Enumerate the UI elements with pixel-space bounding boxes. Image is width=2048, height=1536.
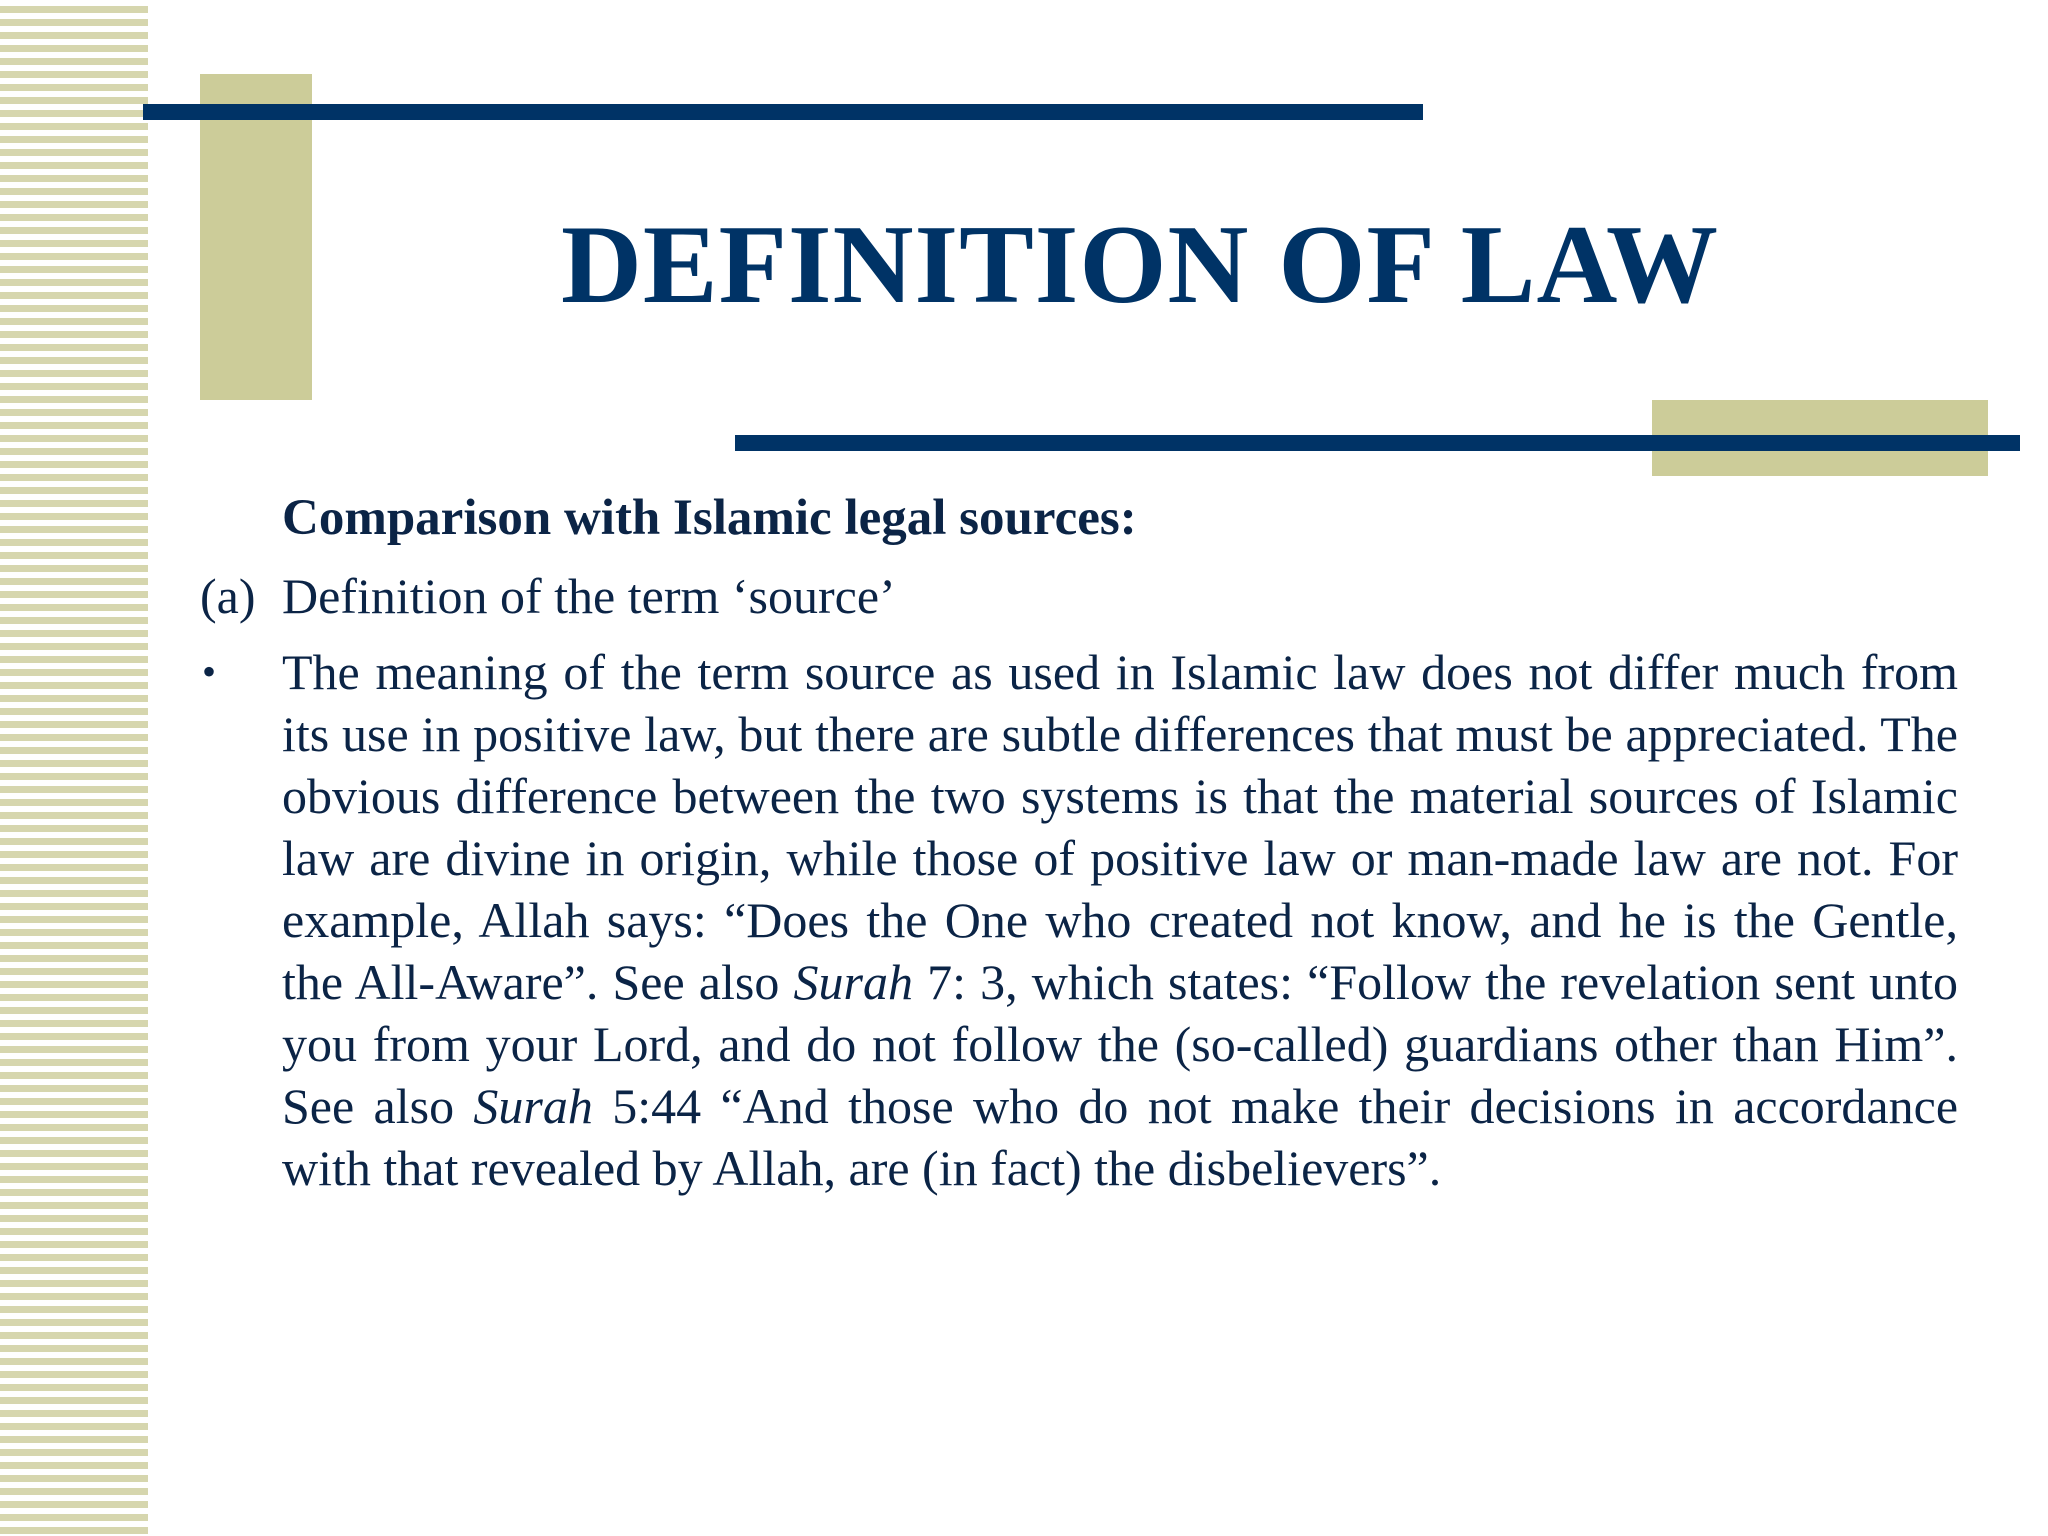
section-heading: Comparison with Islamic legal sources:	[282, 490, 1137, 546]
surah-emphasis-2: Surah	[473, 1078, 593, 1134]
slide-title: DEFINITION OF LAW	[561, 203, 1719, 327]
item-text: Definition of the term ‘source’	[282, 568, 896, 624]
list-item-a	[200, 565, 1958, 641]
bottom-navy-rule	[735, 435, 2020, 451]
paragraph-text-1: The meaning of the term source as used in Islamic law does not differ much from its use in positive law, but there are subtle differences that must be appreciated. The obvious difference between the two systems is that the material sources of Islamic law are divine in origin, while those of positive law or man-made law are not. For example, Allah says: “Does the One who created not know, and he is the Gentle, the All-Aware”. See also	[282, 644, 1958, 1010]
top-navy-rule	[143, 104, 1423, 120]
paragraph-text-3: 5:44 “And those who do not make their decisions in accordance with that revealed by Allah, are (in fact) the disbelievers”.	[282, 1078, 1959, 1196]
slide-content	[200, 487, 1958, 1199]
bullet-item	[200, 641, 1958, 1199]
item-label: (a)	[200, 568, 256, 624]
bullet-paragraph	[282, 641, 1958, 1199]
bullet-icon: •	[202, 649, 217, 694]
striped-side-decoration	[0, 0, 148, 1536]
khaki-vertical-block	[200, 74, 312, 400]
paragraph-text-2: 7: 3, which states: “Follow the revelation sent unto you from your Lord, and do not follow the (so-called) guardians other than Him”. See also	[282, 954, 1958, 1134]
surah-emphasis-1: Surah	[793, 954, 913, 1010]
